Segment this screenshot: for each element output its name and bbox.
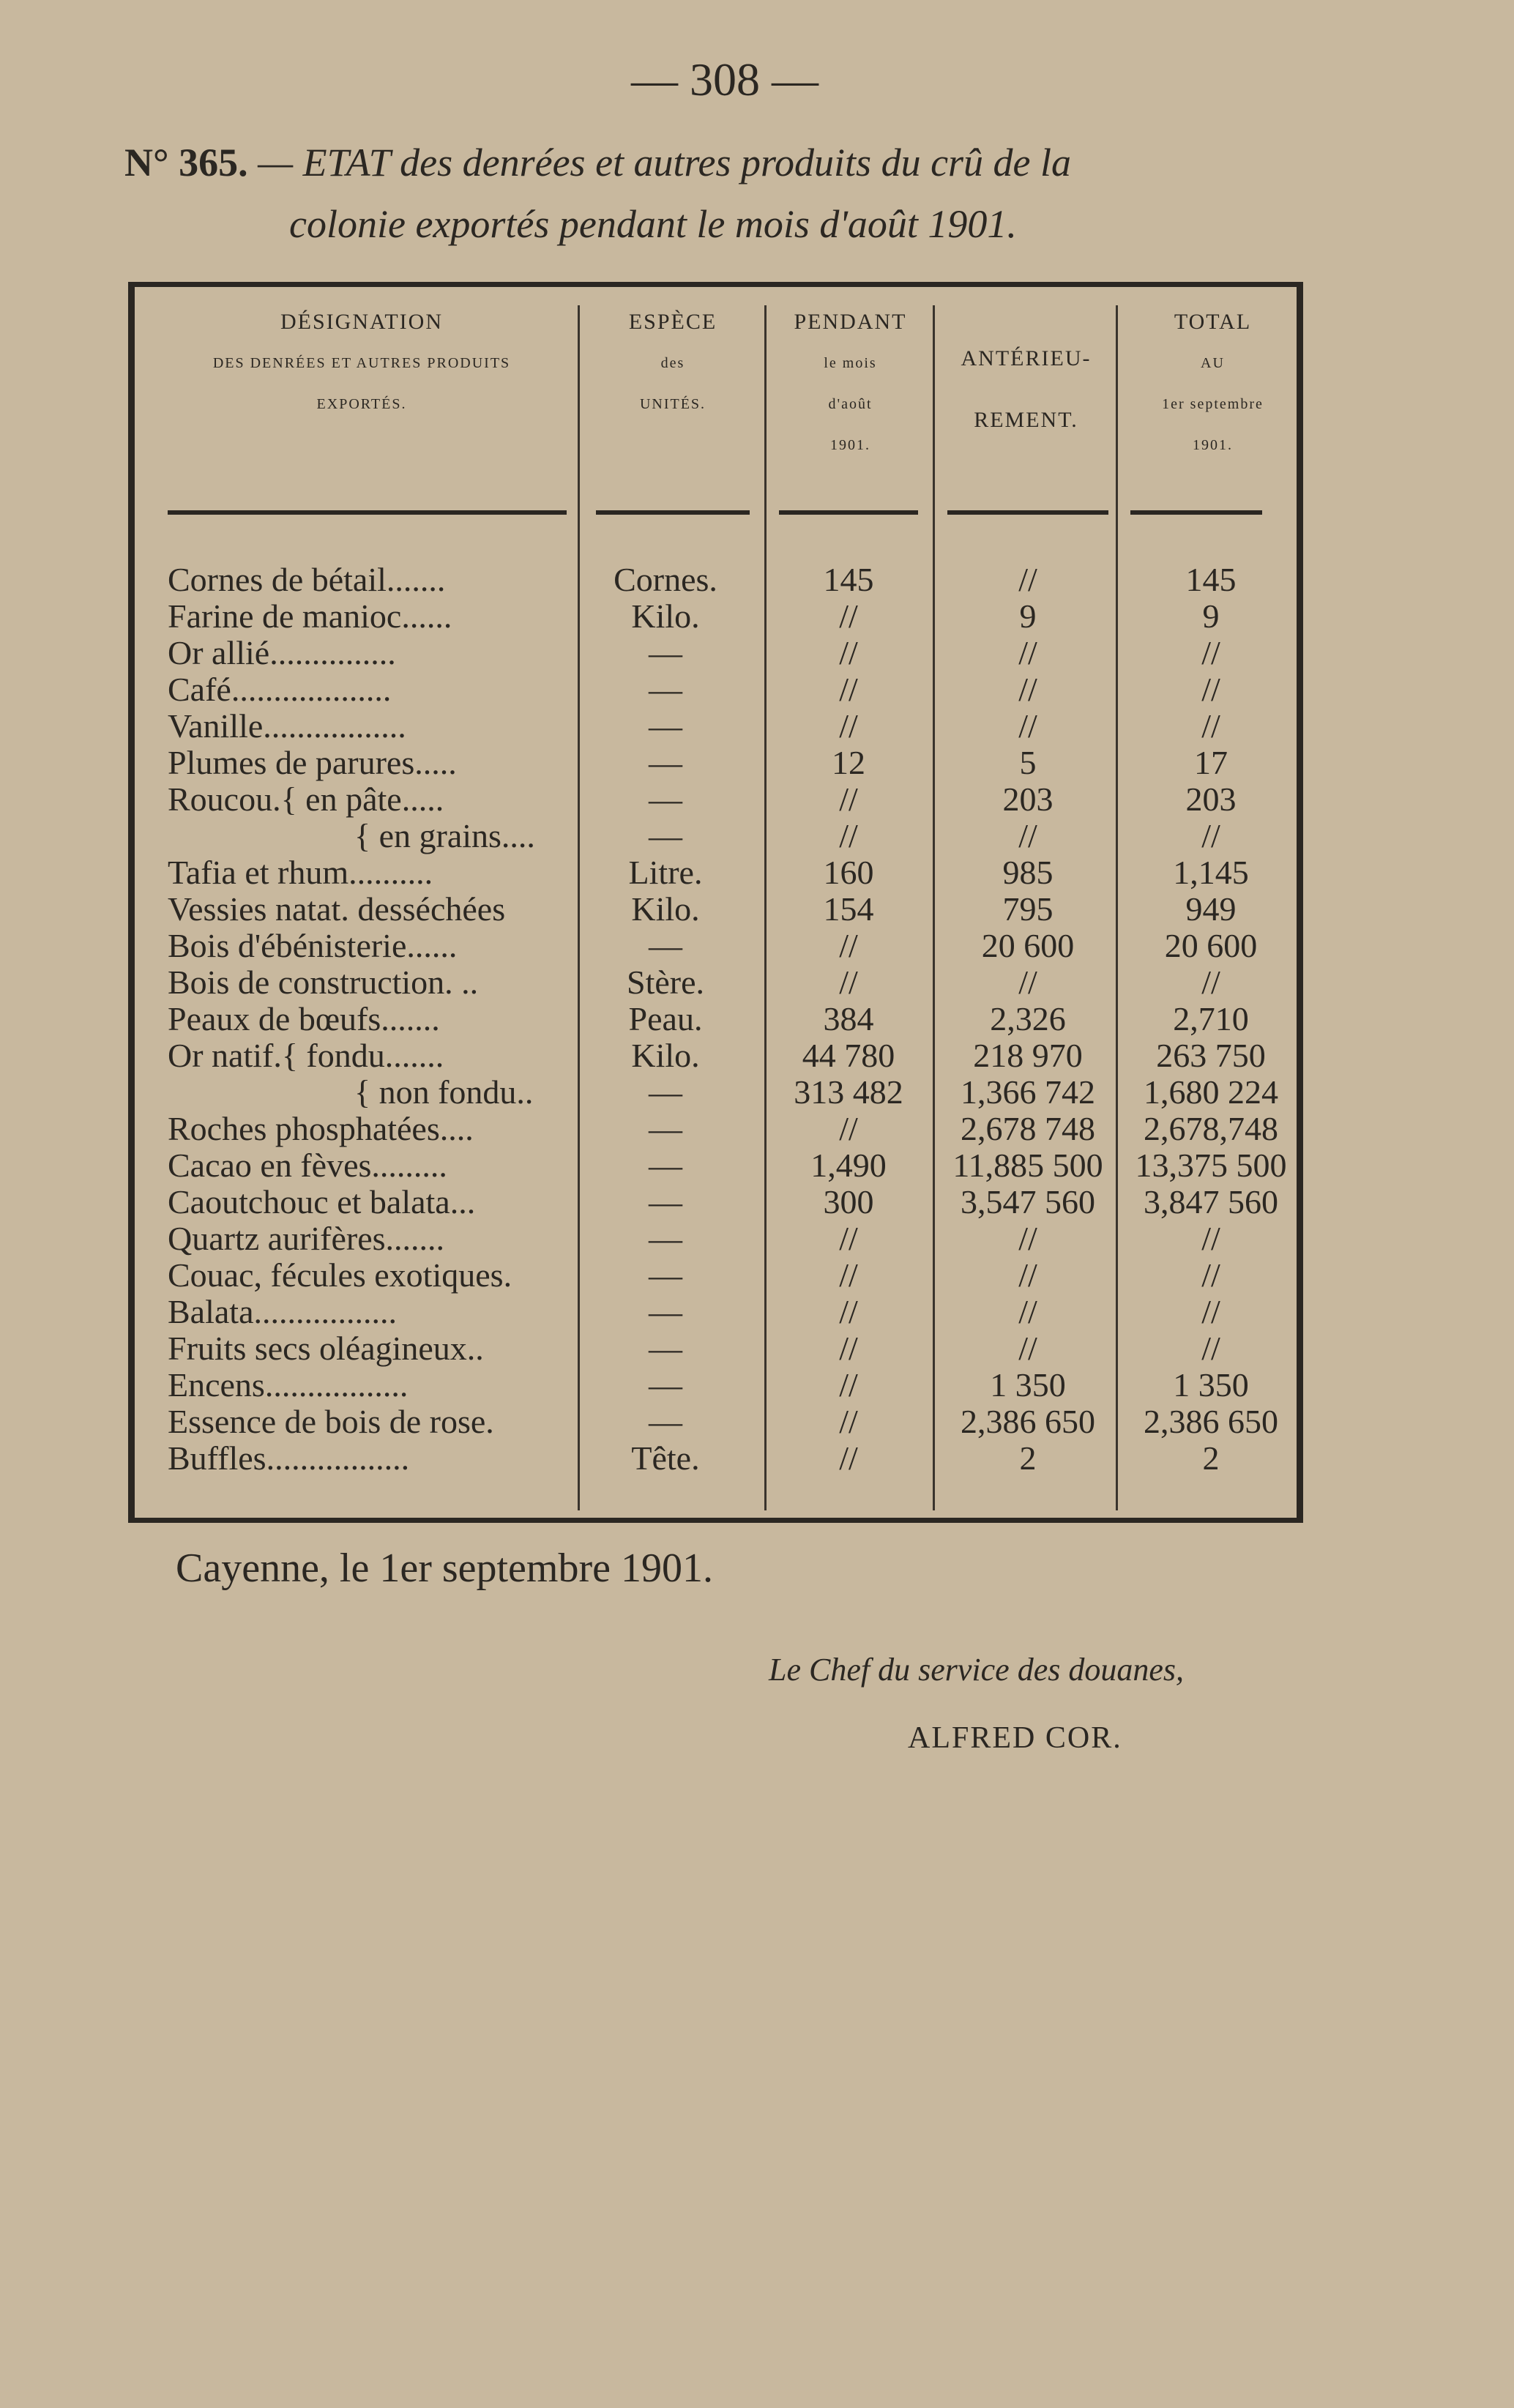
table-row [135, 891, 1297, 928]
cell-col-4: // [1018, 707, 1037, 745]
cell-col-5: 263 750 [1156, 1037, 1266, 1074]
table-row [135, 1440, 1297, 1477]
cell-col-1: Buffles................. [168, 1439, 410, 1477]
cell-col-5: 2,678,748 [1144, 1110, 1278, 1147]
cell-col-5: // [1201, 634, 1220, 671]
title-line-1: — ETAT des denrées et autres produits du crû de la [258, 141, 1072, 184]
table-row [135, 1074, 1297, 1111]
table-row [135, 1404, 1297, 1440]
table-row [135, 562, 1297, 598]
cell-col-4: // [1018, 1256, 1037, 1294]
cell-col-3: 12 [832, 744, 865, 781]
cell-col-5: 949 [1185, 890, 1237, 928]
cell-col-1: Roucou.{ en pâte..... [168, 780, 444, 818]
document-number: N° 365. [124, 141, 248, 184]
table-row [135, 1184, 1297, 1220]
cell-col-2: — [649, 1330, 682, 1367]
cell-col-4: 2,326 [990, 1000, 1066, 1037]
table-row [135, 1147, 1297, 1184]
cell-col-3: // [839, 1330, 858, 1367]
cell-col-3: 44 780 [802, 1037, 895, 1074]
table-row [135, 1330, 1297, 1367]
cell-col-1: Encens................. [168, 1366, 409, 1404]
signature-title: Le Chef du service des douanes, [769, 1652, 1184, 1688]
cell-col-4: // [1018, 634, 1037, 671]
cell-col-4: 11,885 500 [952, 1147, 1103, 1184]
cell-col-1: Couac, fécules exotiques. [168, 1256, 512, 1294]
cell-col-2: — [649, 1183, 682, 1220]
cell-col-3: 160 [823, 854, 874, 891]
cell-col-5: 1,680 224 [1144, 1073, 1278, 1111]
cell-col-2: — [649, 1293, 682, 1330]
cell-col-5: 13,375 500 [1135, 1147, 1287, 1184]
table-row [135, 1111, 1297, 1147]
cell-col-2: Peau. [628, 1000, 703, 1037]
cell-col-2: — [649, 1366, 682, 1404]
cell-col-1: Farine de manioc...... [168, 597, 452, 635]
cell-col-1: Roches phosphatées.... [168, 1110, 474, 1147]
cell-col-4: 985 [1002, 854, 1054, 891]
cell-col-4: // [1018, 671, 1037, 708]
table-row [135, 1220, 1297, 1257]
cell-col-1: Café................... [168, 671, 392, 708]
cell-col-2: Kilo. [631, 1037, 700, 1074]
cell-col-2: — [649, 1110, 682, 1147]
cell-col-5: 203 [1185, 780, 1237, 818]
cell-col-4: // [1018, 561, 1037, 598]
cell-col-3: 1,490 [810, 1147, 887, 1184]
cell-col-2: — [649, 817, 682, 854]
title-line-2: colonie exportés pendant le mois d'août 1901. [289, 202, 1017, 246]
document-title [124, 132, 1325, 255]
cell-col-3: // [839, 1439, 858, 1477]
cell-col-3: // [839, 1110, 858, 1147]
cell-col-5: // [1201, 1293, 1220, 1330]
cell-col-1: { en grains.... [354, 817, 535, 854]
cell-col-3: // [839, 780, 858, 818]
cell-col-3: 145 [823, 561, 874, 598]
cell-col-4: // [1018, 1293, 1037, 1330]
export-table [128, 282, 1303, 1523]
cell-col-2: — [649, 1073, 682, 1111]
cell-col-4: 795 [1002, 890, 1054, 928]
table-row [135, 1257, 1297, 1294]
cell-col-1: Vessies natat. desséchées [168, 890, 506, 928]
cell-col-4: 5 [1019, 744, 1037, 781]
cell-col-3: // [839, 1293, 858, 1330]
cell-col-4: 218 970 [973, 1037, 1083, 1074]
cell-col-4: 9 [1019, 597, 1037, 635]
cell-col-1: Tafia et rhum.......... [168, 854, 433, 891]
table-row [135, 818, 1297, 854]
cell-col-5: 2,386 650 [1144, 1403, 1278, 1440]
cell-col-4: // [1018, 817, 1037, 854]
cell-col-5: // [1201, 817, 1220, 854]
cell-col-5: // [1201, 963, 1220, 1001]
header-designation: DÉSIGNATION DES DENRÉES ET AUTRES PRODUITS EXPORTÉS. [212, 310, 511, 412]
cell-col-5: // [1201, 671, 1220, 708]
signature-name: ALFRED COR. [908, 1721, 1122, 1755]
cell-col-1: { non fondu.. [354, 1073, 534, 1111]
cell-col-1: Cacao en fèves......... [168, 1147, 447, 1184]
cell-col-1: Caoutchouc et balata... [168, 1183, 476, 1220]
cell-col-1: Essence de bois de rose. [168, 1403, 494, 1440]
cell-col-1: Bois d'ébénisterie...... [168, 927, 458, 964]
table-row [135, 1037, 1297, 1074]
cell-col-2: Cornes. [614, 561, 717, 598]
cell-col-5: 2,710 [1173, 1000, 1249, 1037]
cell-col-5: 1,145 [1173, 854, 1249, 891]
cell-col-4: 1 350 [990, 1366, 1066, 1404]
cell-col-5: // [1201, 1220, 1220, 1257]
cell-col-2: Stère. [626, 963, 704, 1001]
cell-col-2: — [649, 1220, 682, 1257]
cell-col-5: 9 [1202, 597, 1220, 635]
table-row [135, 854, 1297, 891]
table-row [135, 1367, 1297, 1404]
cell-col-2: — [649, 1403, 682, 1440]
cell-col-2: Litre. [628, 854, 703, 891]
cell-col-5: 3,847 560 [1144, 1183, 1278, 1220]
cell-col-4: 2,386 650 [961, 1403, 1095, 1440]
cell-col-2: — [649, 780, 682, 818]
cell-col-1: Fruits secs oléagineux.. [168, 1330, 484, 1367]
cell-col-3: // [839, 597, 858, 635]
cell-col-5: 17 [1194, 744, 1228, 781]
cell-col-2: — [649, 1147, 682, 1184]
table-row [135, 928, 1297, 964]
cell-col-2: Tête. [631, 1439, 700, 1477]
cell-col-3: // [839, 707, 858, 745]
cell-col-2: — [649, 634, 682, 671]
cell-col-3: // [839, 671, 858, 708]
place-date: Cayenne, le 1er septembre 1901. [176, 1546, 713, 1591]
page-number: — 308 — [631, 53, 818, 105]
cell-col-3: // [839, 1403, 858, 1440]
cell-col-5: 2 [1202, 1439, 1220, 1477]
cell-col-1: Peaux de bœufs....... [168, 1000, 440, 1037]
cell-col-4: 2,678 748 [961, 1110, 1095, 1147]
table-row [135, 671, 1297, 708]
cell-col-3: // [839, 1366, 858, 1404]
cell-col-1: Or allié............... [168, 634, 396, 671]
cell-col-1: Balata................. [168, 1293, 397, 1330]
cell-col-2: — [649, 927, 682, 964]
cell-col-1: Quartz aurifères....... [168, 1220, 445, 1257]
cell-col-1: Or natif.{ fondu....... [168, 1037, 444, 1074]
header-pendant: PENDANT le mois d'août 1901. [794, 310, 907, 453]
cell-col-5: // [1201, 1330, 1220, 1367]
table-row [135, 708, 1297, 745]
header-anterieurement: ANTÉRIEU- REMENT. [961, 346, 1092, 432]
cell-col-4: 1,366 742 [961, 1073, 1095, 1111]
cell-col-2: Kilo. [631, 890, 700, 928]
cell-col-1: Cornes de bétail....... [168, 561, 446, 598]
cell-col-5: // [1201, 1256, 1220, 1294]
table-row [135, 781, 1297, 818]
cell-col-4: 3,547 560 [961, 1183, 1095, 1220]
header-espece: ESPÈCE des UNITÉS. [628, 310, 717, 412]
cell-col-2: — [649, 744, 682, 781]
cell-col-3: 313 482 [794, 1073, 903, 1111]
cell-col-1: Vanille................. [168, 707, 406, 745]
cell-col-1: Bois de construction. .. [168, 963, 479, 1001]
cell-col-3: // [839, 1256, 858, 1294]
cell-col-1: Plumes de parures..... [168, 744, 457, 781]
cell-col-5: 1 350 [1173, 1366, 1249, 1404]
header-total: TOTAL AU 1er septembre 1901. [1162, 310, 1264, 453]
cell-col-2: — [649, 671, 682, 708]
cell-col-3: 154 [823, 890, 874, 928]
table-row [135, 1294, 1297, 1330]
cell-col-4: 2 [1019, 1439, 1037, 1477]
cell-col-5: // [1201, 707, 1220, 745]
cell-col-4: // [1018, 1330, 1037, 1367]
table-row [135, 745, 1297, 781]
cell-col-3: 300 [823, 1183, 874, 1220]
cell-col-4: 203 [1002, 780, 1054, 818]
cell-col-4: 20 600 [981, 927, 1075, 964]
cell-col-4: // [1018, 1220, 1037, 1257]
cell-col-3: // [839, 817, 858, 854]
cell-col-2: — [649, 707, 682, 745]
cell-col-3: // [839, 963, 858, 1001]
cell-col-3: // [839, 927, 858, 964]
cell-col-5: 145 [1185, 561, 1237, 598]
table-row [135, 598, 1297, 635]
table-row [135, 635, 1297, 671]
cell-col-5: 20 600 [1164, 927, 1258, 964]
cell-col-3: 384 [823, 1000, 874, 1037]
cell-col-2: — [649, 1256, 682, 1294]
table-row [135, 964, 1297, 1001]
cell-col-3: // [839, 1220, 858, 1257]
table-row [135, 1001, 1297, 1037]
cell-col-4: // [1018, 963, 1037, 1001]
cell-col-2: Kilo. [631, 597, 700, 635]
cell-col-3: // [839, 634, 858, 671]
